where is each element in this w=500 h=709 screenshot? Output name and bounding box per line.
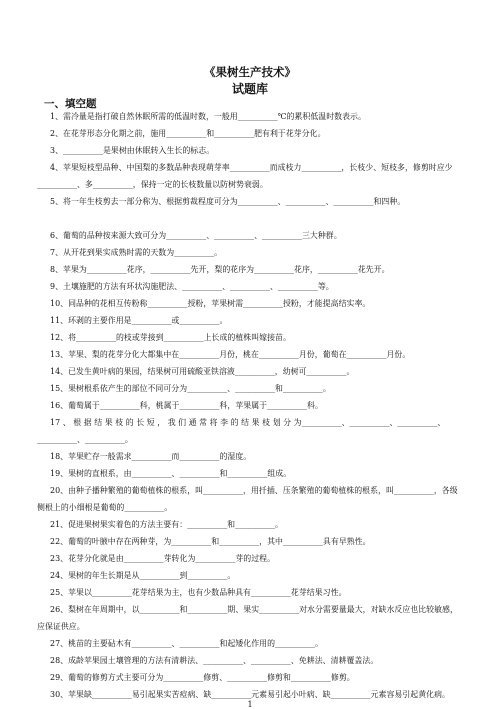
section-heading: 一、填空题 bbox=[44, 98, 97, 110]
question-item: 9、土壤施肥的方法有环状沟施肥法、__________、__________、__________等。 bbox=[50, 282, 334, 291]
question-item: 12、将__________的枝或芽接到__________上长成的植株叫嫁接苗。 bbox=[50, 333, 291, 342]
question-item: 18、苹果贮存一般需求__________而__________的湿度。 bbox=[50, 452, 252, 461]
question-item: 28、成龄苹果园土壤管理的方法有清耕法、__________、__________、免耕法、清耕覆盖法。 bbox=[50, 656, 379, 665]
question-item: 22、葡萄的叶腋中存在两种芽，为__________和__________，其中__________具有早熟性。 bbox=[50, 537, 371, 546]
question-item: 23、花芽分化就是由__________芽转化为__________芽的过程。 bbox=[50, 554, 276, 563]
question-item: 6、葡萄的品种按来源大致可分为__________、__________、__________三大种群。 bbox=[50, 231, 342, 240]
page-number: 1 bbox=[247, 700, 253, 709]
document-subtitle: 试题库 bbox=[231, 82, 268, 96]
question-item: 11、环剥的主要作用是__________或__________。 bbox=[50, 316, 228, 325]
question-item: 19、果树的直根系，由__________、__________和__________组成。 bbox=[50, 469, 292, 478]
question-item: 8、苹果为__________花序，__________先开，梨的花序为__________花序，__________花先开。 bbox=[50, 265, 390, 274]
question-item: 3、__________是果树由休眠转入生长的标志。 bbox=[50, 146, 215, 155]
question-item: 4、苹果短枝型品种、中国梨的多数品种表现萌芽率__________而成枝力__________，长枝少、短枝多，修剪时应少__________、多__________，保持一定的长枝数量以防树势衰弱。 bbox=[37, 163, 453, 189]
question-item: 15、果树根系依产生的部位不同可分为__________、__________和__________。 bbox=[50, 384, 331, 393]
question-item: 2、在花芽形态分化期之前，施用__________和__________肥有利于花芽分化。 bbox=[50, 129, 326, 138]
question-item: 17 、 根 据 结 果 枝 的 长 短 ， 我 们 通 常 将 李 的 结 果 枝 划 分 为__________、__________、__________、__________、__________。 bbox=[37, 418, 446, 444]
question-item: 24、果树的年生长期是从__________到__________。 bbox=[50, 571, 236, 580]
question-item: 10、同品种的花相互传粉称__________授粉，苹果树需__________授粉，才能提高结实率。 bbox=[50, 299, 371, 308]
question-item: 25、苹果以__________花芽结果为主，也有少数品种具有__________花芽结果习性。 bbox=[50, 588, 347, 597]
question-item: 7、从开花到果实成熟时需的天数为__________。 bbox=[50, 248, 223, 257]
question-item: 20、由种子播种繁殖的葡萄植株的根系，叫__________，用扦插、压条繁殖的葡萄植株的根系，叫__________，各级侧根上的小细根是葡萄的__________。 bbox=[37, 486, 458, 512]
question-item: 30、苹果缺__________易引起果实苦痘病、缺__________元素易引起小叶病、缺__________元素容易引起黄化病。 bbox=[50, 690, 450, 699]
question-item: 13、苹果、梨的花芽分化大都集中在__________月份，桃在__________月份，葡萄在__________月份。 bbox=[50, 350, 411, 359]
document-title: 《果树生产技术》 bbox=[204, 65, 296, 79]
question-item: 14、已发生黄叶病的果园，结果树可用硫酸亚铁溶液__________，幼树可__________。 bbox=[50, 367, 355, 376]
question-item: 26、梨树在年周期中，以__________和__________期、果实__________对水分需要量最大，对缺水反应也比较敏感，应保证供应。 bbox=[37, 605, 458, 631]
question-item: 5、将一年生枝剪去一部分称为、根据剪裁程度可分为__________、__________、__________和四种。 bbox=[50, 197, 406, 206]
question-item: 27、桃苗的主要砧木有__________、__________和起矮化作用的__________。 bbox=[50, 639, 323, 648]
question-item: 21、促进果树果实着色的方法主要有：__________和__________。 bbox=[50, 520, 283, 529]
question-item: 29、葡萄的修剪方式主要可分为__________修剪、__________修剪和__________修剪。 bbox=[50, 673, 355, 682]
question-item: 1、需冷量是指打破自然休眠所需的低温时数，一般用__________℃的累积低温时数表示。 bbox=[50, 112, 366, 121]
question-item: 16、葡萄属于__________科，桃属于__________科，苹果属于__________科。 bbox=[50, 401, 323, 410]
